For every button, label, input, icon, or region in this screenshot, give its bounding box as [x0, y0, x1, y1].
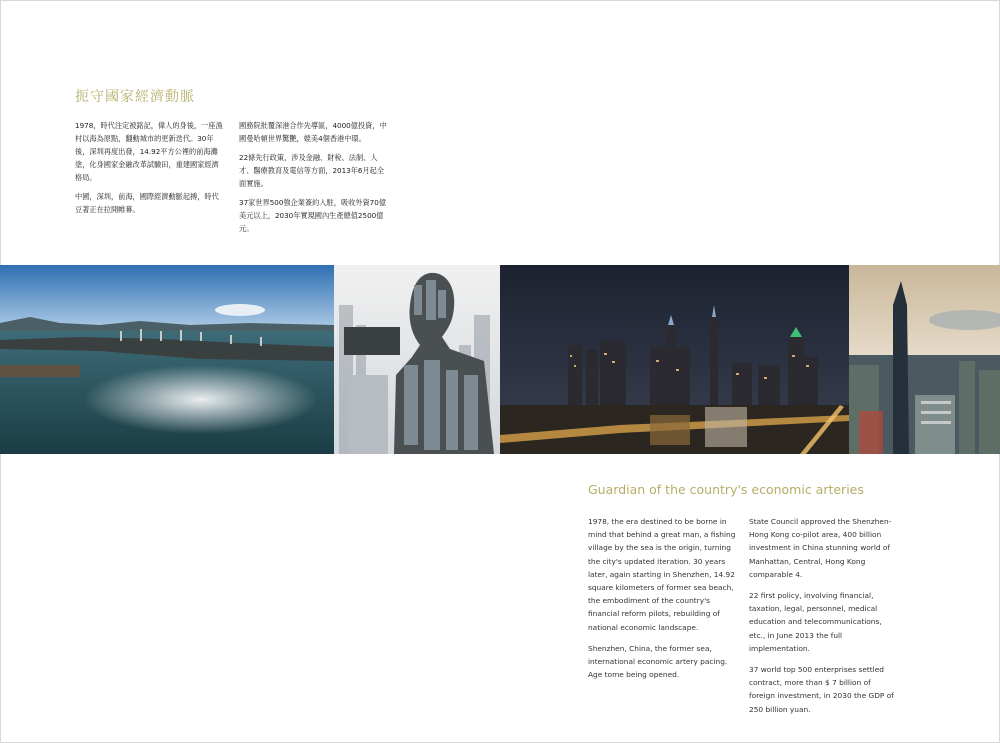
english-paragraph: 1978, the era destined to be borne in mind that behind a great man, a fishing village by the sea is the origin, turning the city's updated iteration. 30 years later, again starting in Shenzhen, 14.92 square kilometers of former sea beach, the embodiment of the country's financial reform pilots, rebuilding of national economic landscape. [588, 517, 736, 632]
chinese-paragraph: 中國，深圳，前海，國際經濟動脈起搏，時代豆著正在拉開帷幕。 [75, 192, 219, 214]
chinese-paragraph: 37家世界500強企業簽約入駐，吸收外資70億美元以上，2030年實現國內生產總值2500億元。 [239, 198, 387, 233]
tower-dusk-photo [849, 265, 1000, 454]
chinese-right-column [239, 119, 389, 241]
english-paragraph: 22 first policy, involving financial, taxation, legal, personnel, medical education and telecommunications, etc., in June 2013 the full implementation. [749, 591, 882, 653]
english-left-column [588, 515, 738, 689]
harbor-aerial-photo [0, 265, 334, 454]
chinese-title: 扼守國家經濟動脈 [75, 89, 195, 105]
english-paragraph: 37 world top 500 enterprises settled contract, more than $ 7 billion of foreign investment, in 2030 the GDP of 250 billion yuan. [749, 665, 894, 714]
chinese-left-column [75, 119, 225, 222]
english-paragraph: Shenzhen, China, the former sea, international economic artery pacing. Age tome being opened. [588, 643, 728, 680]
english-paragraph: State Council approved the Shenzhen-Hong Kong co-pilot area, 400 billion investment in China stunning world of Manhattan, Central, Hong Kong comparable 4. [749, 517, 892, 579]
photo-strip [0, 265, 1000, 454]
english-right-column [749, 515, 899, 724]
chinese-paragraph: 國務院批覆深港合作先導區，4000億投資，中國曼哈頓世界驚艷，媲美4個香港中環。 [239, 121, 387, 143]
english-title: Guardian of the country's economic arteries [588, 482, 864, 497]
chinese-paragraph: 22條先行政策，涉及金融、財稅、法制、人才、醫療教育及電信等方面，2013年6月起全面實施。 [239, 153, 385, 188]
night-skyline-photo [500, 265, 849, 454]
chinese-paragraph: 1978，時代注定被銘記，偉人的身後，一座漁村以海為原點，翻動城市的更新迭代。30年後，深圳再度出發，14.92平方公裡的前海灘塗，化身國家金融改革試驗田，重建國家經濟格局。 [75, 121, 223, 182]
double-exposure-silhouette-photo [334, 265, 500, 454]
